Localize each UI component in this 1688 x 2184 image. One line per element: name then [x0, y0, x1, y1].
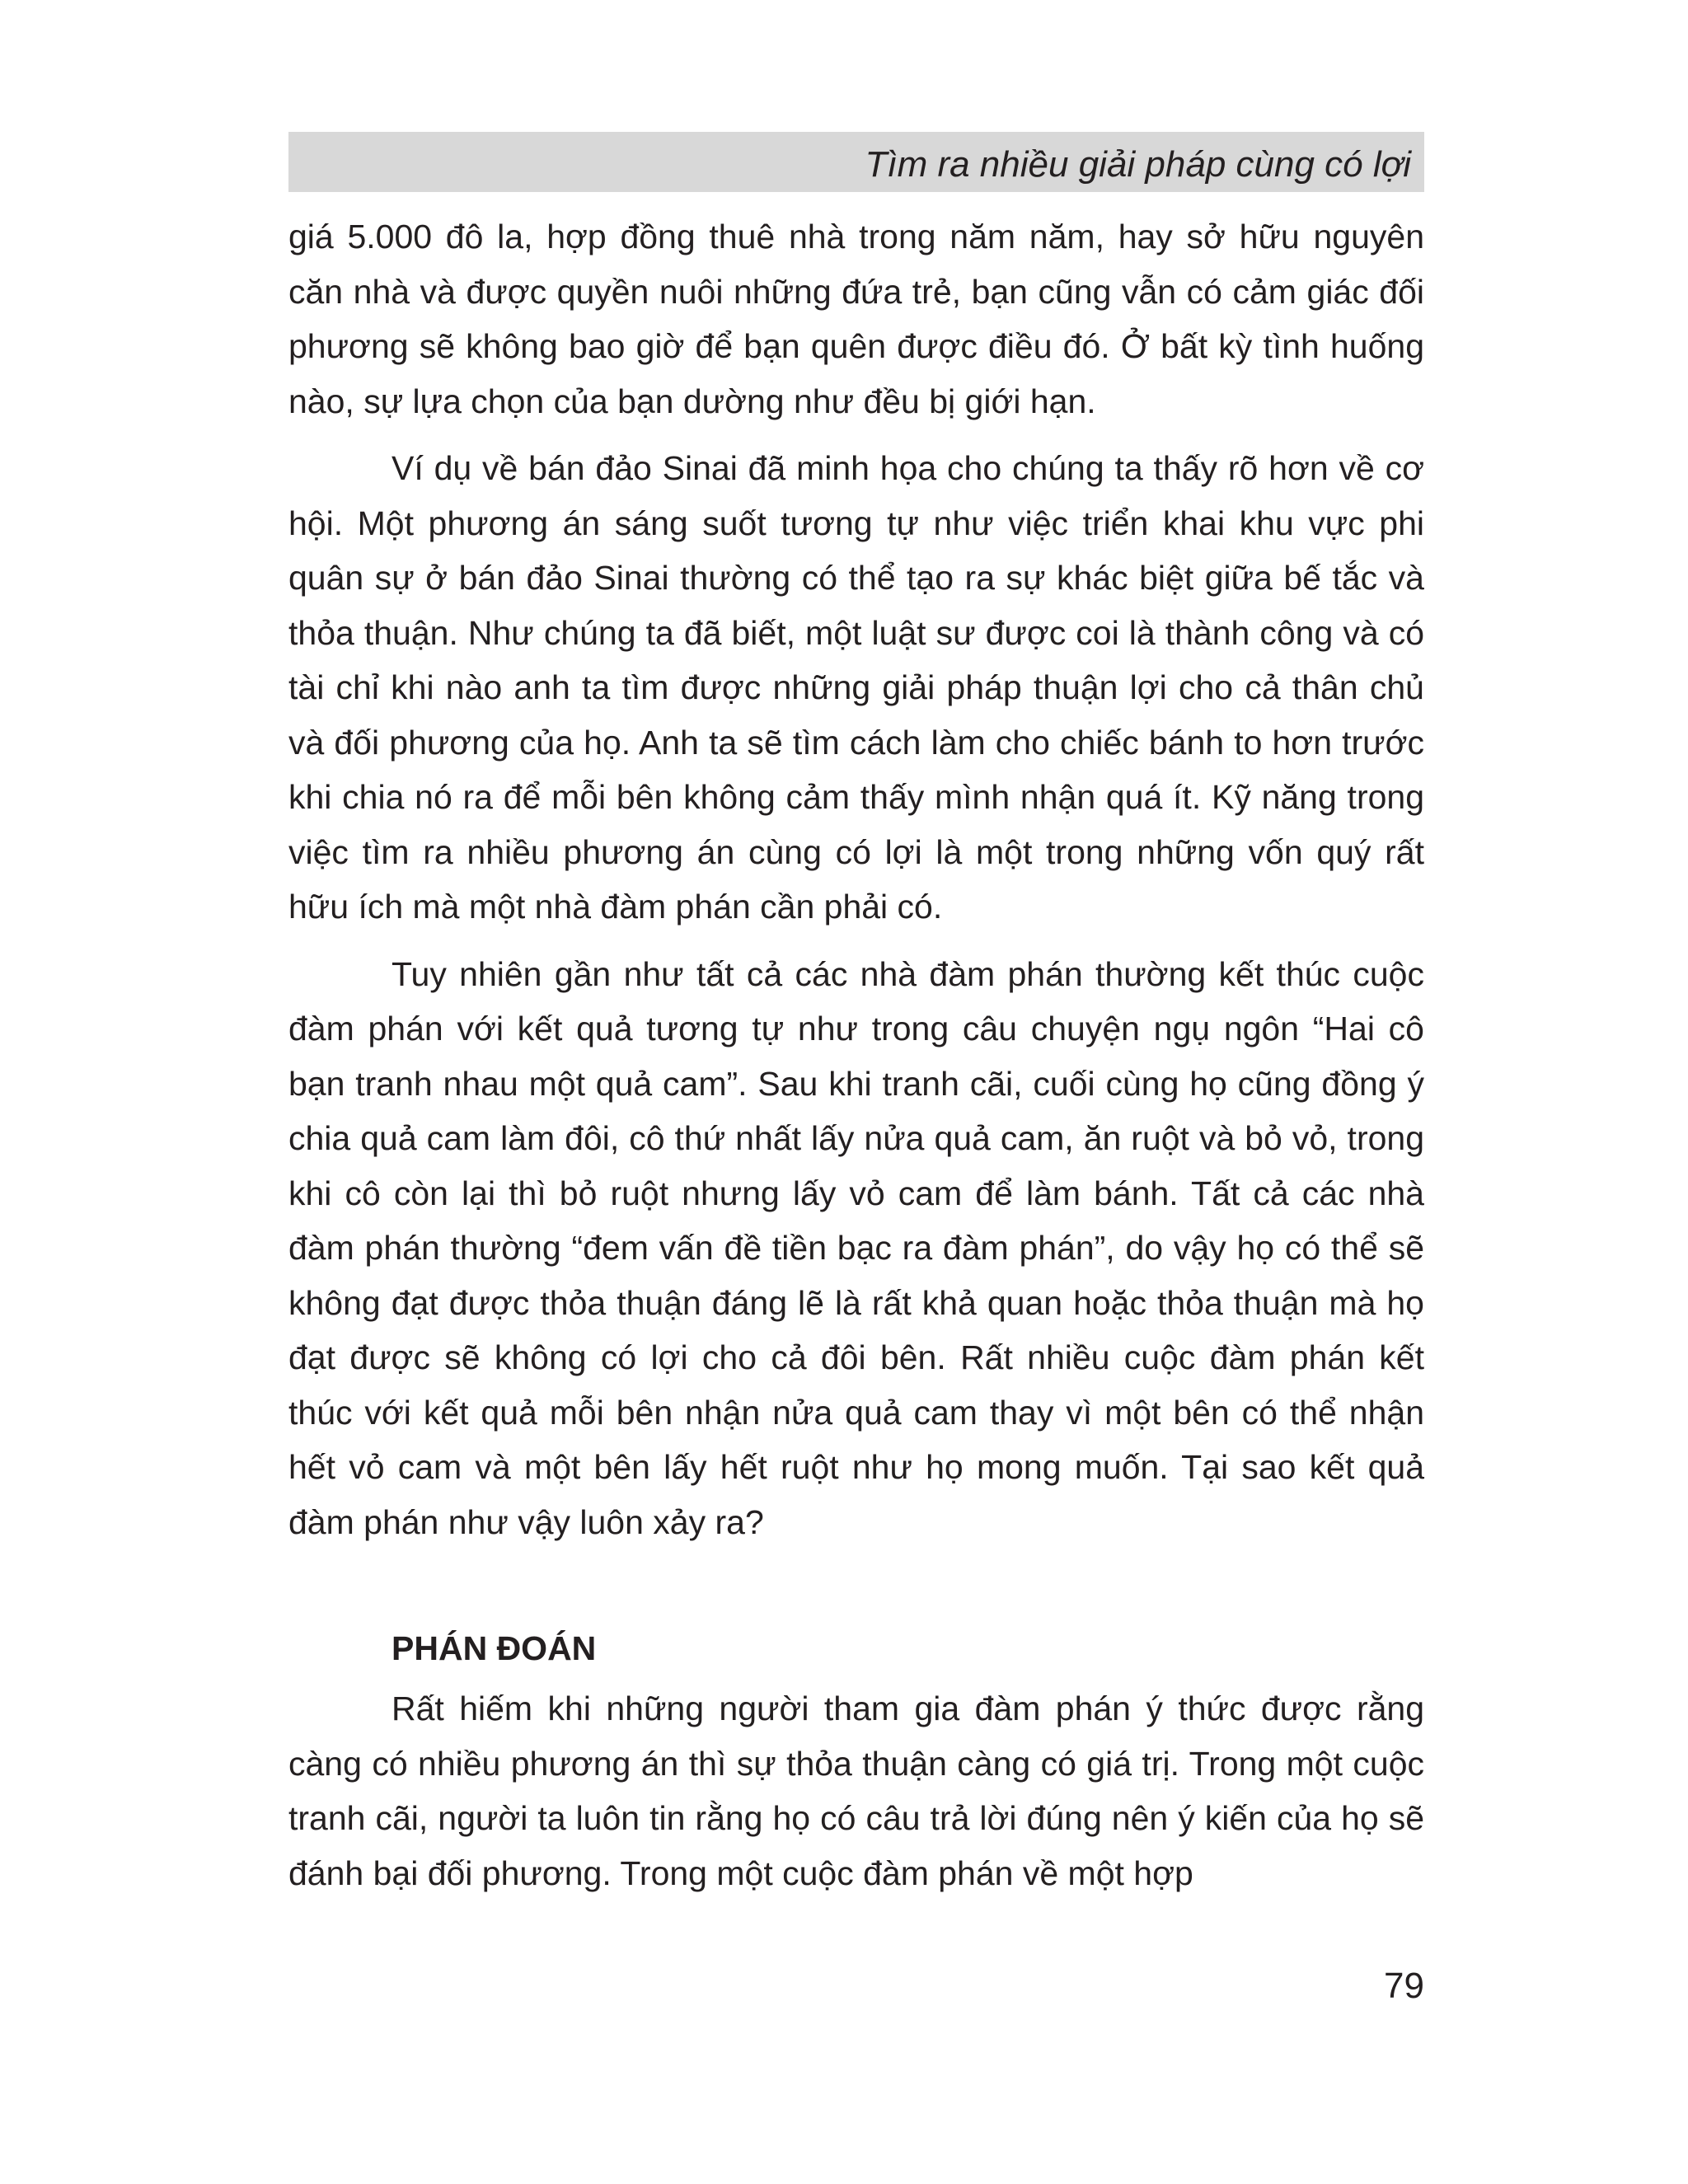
section-spacer — [288, 1549, 1424, 1615]
running-header-title: Tìm ra nhiều giải pháp cùng có lợi — [865, 144, 1411, 185]
body-text — [288, 209, 1424, 1900]
page-number: 79 — [1384, 1966, 1424, 2006]
paragraph-judgement: Rất hiếm khi những người tham gia đàm phán ý thức được rằng càng có nhiều phương án thì sự thỏa thuận càng có giá trị. Trong một cuộc tranh cãi, người ta luôn tin rằng họ có câu trả lời đúng nên ý kiến của họ sẽ đánh bại đối phương. Trong một cuộc đàm phán về một hợp — [288, 1690, 1424, 1892]
section-heading: PHÁN ĐOÁN — [392, 1629, 597, 1667]
running-header — [288, 132, 1424, 192]
paragraph-orange: Tuy nhiên gần như tất cả các nhà đàm phán thường kết thúc cuộc đàm phán với kết quả tương tự như trong câu chuyện ngụ ngôn “Hai cô bạn tranh nhau một quả cam”. Sau khi tranh cãi, cuối cùng họ cũng đồng ý chia quả cam làm đôi, cô thứ nhất lấy nửa quả cam, ăn ruột và bỏ vỏ, trong khi cô còn lại thì bỏ ruột nhưng lấy vỏ cam để làm bánh. Tất cả các nhà đàm phán thường “đem vấn đề tiền bạc ra đàm phán”, do vậy họ có thể sẽ không đạt được thỏa thuận đáng lẽ là rất khả quan hoặc thỏa thuận mà họ đạt được sẽ không có lợi cho cả đôi bên. Rất nhiều cuộc đàm phán kết thúc với kết quả mỗi bên nhận nửa quả cam thay vì một bên có thể nhận hết vỏ cam và một bên lấy hết ruột như họ mong muốn. Tại sao kết quả đàm phán như vậy luôn xảy ra? — [288, 954, 1424, 1541]
paragraph-sinai: Ví dụ về bán đảo Sinai đã minh họa cho chúng ta thấy rõ hơn về cơ hội. Một phương án sáng suốt tương tự như việc triển khai khu vực phi quân sự ở bán đảo Sinai thường có thể tạo ra sự khác biệt giữa bế tắc và thỏa thuận. Như chúng ta đã biết, một luật sư được coi là thành công và có tài chỉ khi nào anh ta tìm được những giải pháp thuận lợi cho cả thân chủ và đối phương của họ. Anh ta sẽ tìm cách làm cho chiếc bánh to hơn trước khi chia nó ra để mỗi bên không cảm thấy mình nhận quá ít. Kỹ năng trong việc tìm ra nhiều phương án cùng có lợi là một trong những vốn quý rất hữu ích mà một nhà đàm phán cần phải có. — [288, 449, 1424, 926]
paragraph-spacer — [288, 429, 1424, 441]
paragraph-continued: giá 5.000 đô la, hợp đồng thuê nhà trong năm năm, hay sở hữu nguyên căn nhà và được quyền nuôi những đứa trẻ, bạn cũng vẫn có cảm giác đối phương sẽ không bao giờ để bạn quên được điều đó. Ở bất kỳ tình huống nào, sự lựa chọn của bạn dường như đều bị giới hạn. — [288, 218, 1424, 420]
paragraph-spacer — [288, 935, 1424, 947]
